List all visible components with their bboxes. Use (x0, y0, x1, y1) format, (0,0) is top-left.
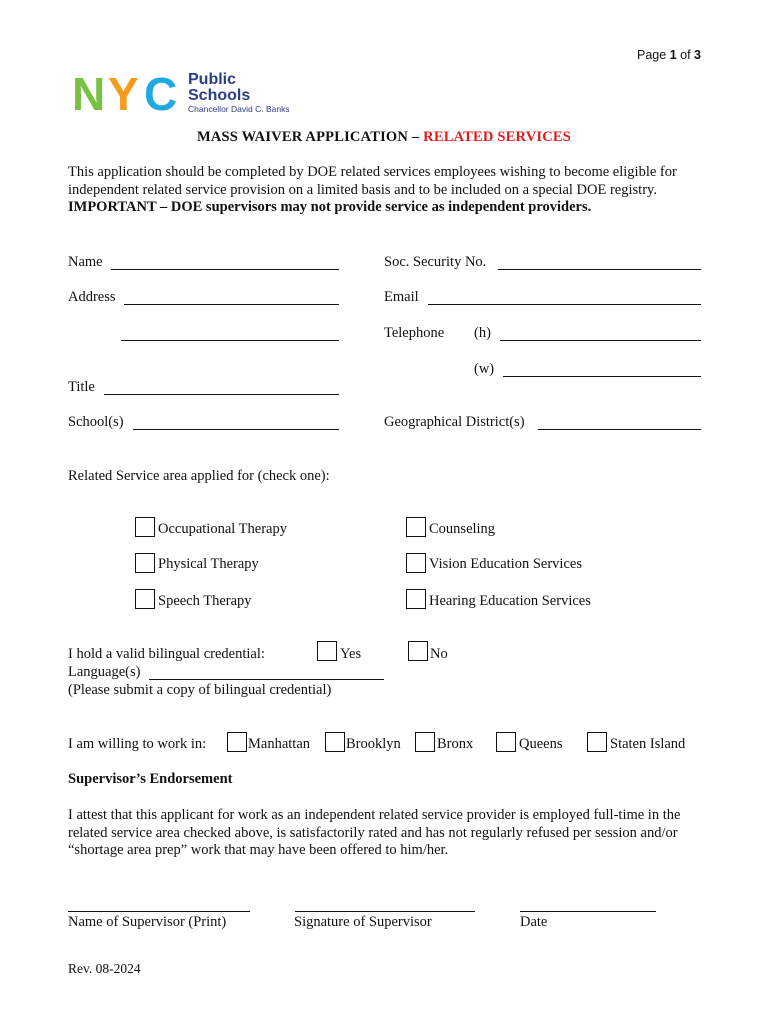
telephone-work-label: (w) (474, 361, 495, 377)
district-label: Geographical District(s) (384, 414, 525, 430)
label-manhattan: Manhattan (248, 736, 311, 752)
supervisor-signature-line[interactable] (295, 911, 475, 912)
label-occupational-therapy: Occupational Therapy (158, 521, 287, 537)
telephone-label: Telephone (384, 325, 445, 341)
checkbox-bronx[interactable] (415, 732, 435, 752)
bilingual-note: (Please submit a copy of bilingual credential) (68, 682, 332, 698)
label-brooklyn: Brooklyn (346, 736, 401, 752)
label-counseling: Counseling (429, 521, 496, 537)
name-field[interactable] (111, 269, 339, 270)
checkbox-brooklyn[interactable] (325, 732, 345, 752)
logo-letter-y: Y (108, 68, 136, 120)
district-field[interactable] (538, 429, 701, 430)
schools-label: School(s) (68, 414, 124, 430)
label-vision-education: Vision Education Services (429, 556, 582, 572)
checkbox-physical-therapy[interactable] (135, 553, 155, 573)
important-note: IMPORTANT – DOE supervisors may not provide service as independent providers. (68, 199, 592, 215)
logo-line-chancellor: Chancellor David C. Banks (188, 104, 290, 114)
label-bronx: Bronx (437, 736, 474, 752)
endorsement-text: I attest that this applicant for work as an independent related service provider is employed full-time in the related service area checked above, is satisfactorily rated and has not regularly refused per session and/or “shortage area prep” work that may have been offered to him/her. (68, 807, 681, 858)
nyc-public-schools-logo (72, 70, 302, 118)
telephone-home-label: (h) (474, 325, 491, 341)
checkbox-occupational-therapy[interactable] (135, 517, 155, 537)
title-field[interactable] (104, 394, 339, 395)
endorsement-heading: Supervisor’s Endorsement (68, 771, 233, 787)
ssn-label: Soc. Security No. (384, 254, 487, 270)
checkbox-queens[interactable] (496, 732, 516, 752)
label-bilingual-yes: Yes (340, 646, 362, 662)
email-field[interactable] (428, 304, 701, 305)
label-speech-therapy: Speech Therapy (158, 593, 252, 609)
address-field-line-1[interactable] (124, 304, 339, 305)
intro-paragraph: This application should be completed by DOE related services employees wishing to become eligible for independent related service provision on a limited basis and to be included on a special DOE registry. IMPORTANT – DOE supervisors may not provide service as independent providers. (68, 164, 677, 215)
logo-letter-c: C (144, 68, 175, 120)
language-label: Language(s) (68, 664, 141, 680)
schools-field[interactable] (133, 429, 339, 430)
label-physical-therapy: Physical Therapy (158, 556, 259, 572)
checkbox-hearing-education[interactable] (406, 589, 426, 609)
telephone-work-field[interactable] (503, 376, 701, 377)
checkbox-counseling[interactable] (406, 517, 426, 537)
language-field[interactable] (149, 679, 384, 680)
checkbox-bilingual-no[interactable] (408, 641, 428, 661)
checkbox-bilingual-yes[interactable] (317, 641, 337, 661)
email-label: Email (384, 289, 419, 305)
date-line[interactable] (520, 911, 656, 912)
label-staten-island: Staten Island (610, 736, 686, 752)
logo-line-public: Public (188, 71, 237, 88)
name-label: Name (68, 254, 103, 270)
supervisor-name-line[interactable] (68, 911, 250, 912)
checkbox-speech-therapy[interactable] (135, 589, 155, 609)
logo-line-schools: Schools (188, 87, 251, 104)
checkbox-vision-education[interactable] (406, 553, 426, 573)
date-label: Date (520, 914, 548, 930)
bilingual-question: I hold a valid bilingual credential: (68, 646, 265, 662)
label-hearing-education: Hearing Education Services (429, 593, 591, 609)
checkbox-manhattan[interactable] (227, 732, 247, 752)
revision-label: Rev. 08-2024 (68, 961, 141, 976)
service-area-prompt: Related Service area applied for (check one): (68, 468, 330, 484)
form-title: MASS WAIVER APPLICATION – RELATED SERVICES (196, 129, 572, 145)
supervisor-name-label: Name of Supervisor (Print) (68, 914, 227, 930)
title-label: Title (68, 379, 95, 395)
address-field-line-2[interactable] (121, 340, 339, 341)
label-bilingual-no: No (430, 646, 448, 662)
checkbox-staten-island[interactable] (587, 732, 607, 752)
address-label: Address (68, 289, 116, 305)
label-queens: Queens (519, 736, 563, 752)
page-number: Page 1 of 3 (637, 48, 701, 62)
supervisor-signature-label: Signature of Supervisor (294, 914, 432, 930)
logo-letter-n: N (72, 68, 103, 120)
telephone-home-field[interactable] (500, 340, 701, 341)
borough-prompt: I am willing to work in: (68, 736, 207, 752)
ssn-field[interactable] (498, 269, 701, 270)
